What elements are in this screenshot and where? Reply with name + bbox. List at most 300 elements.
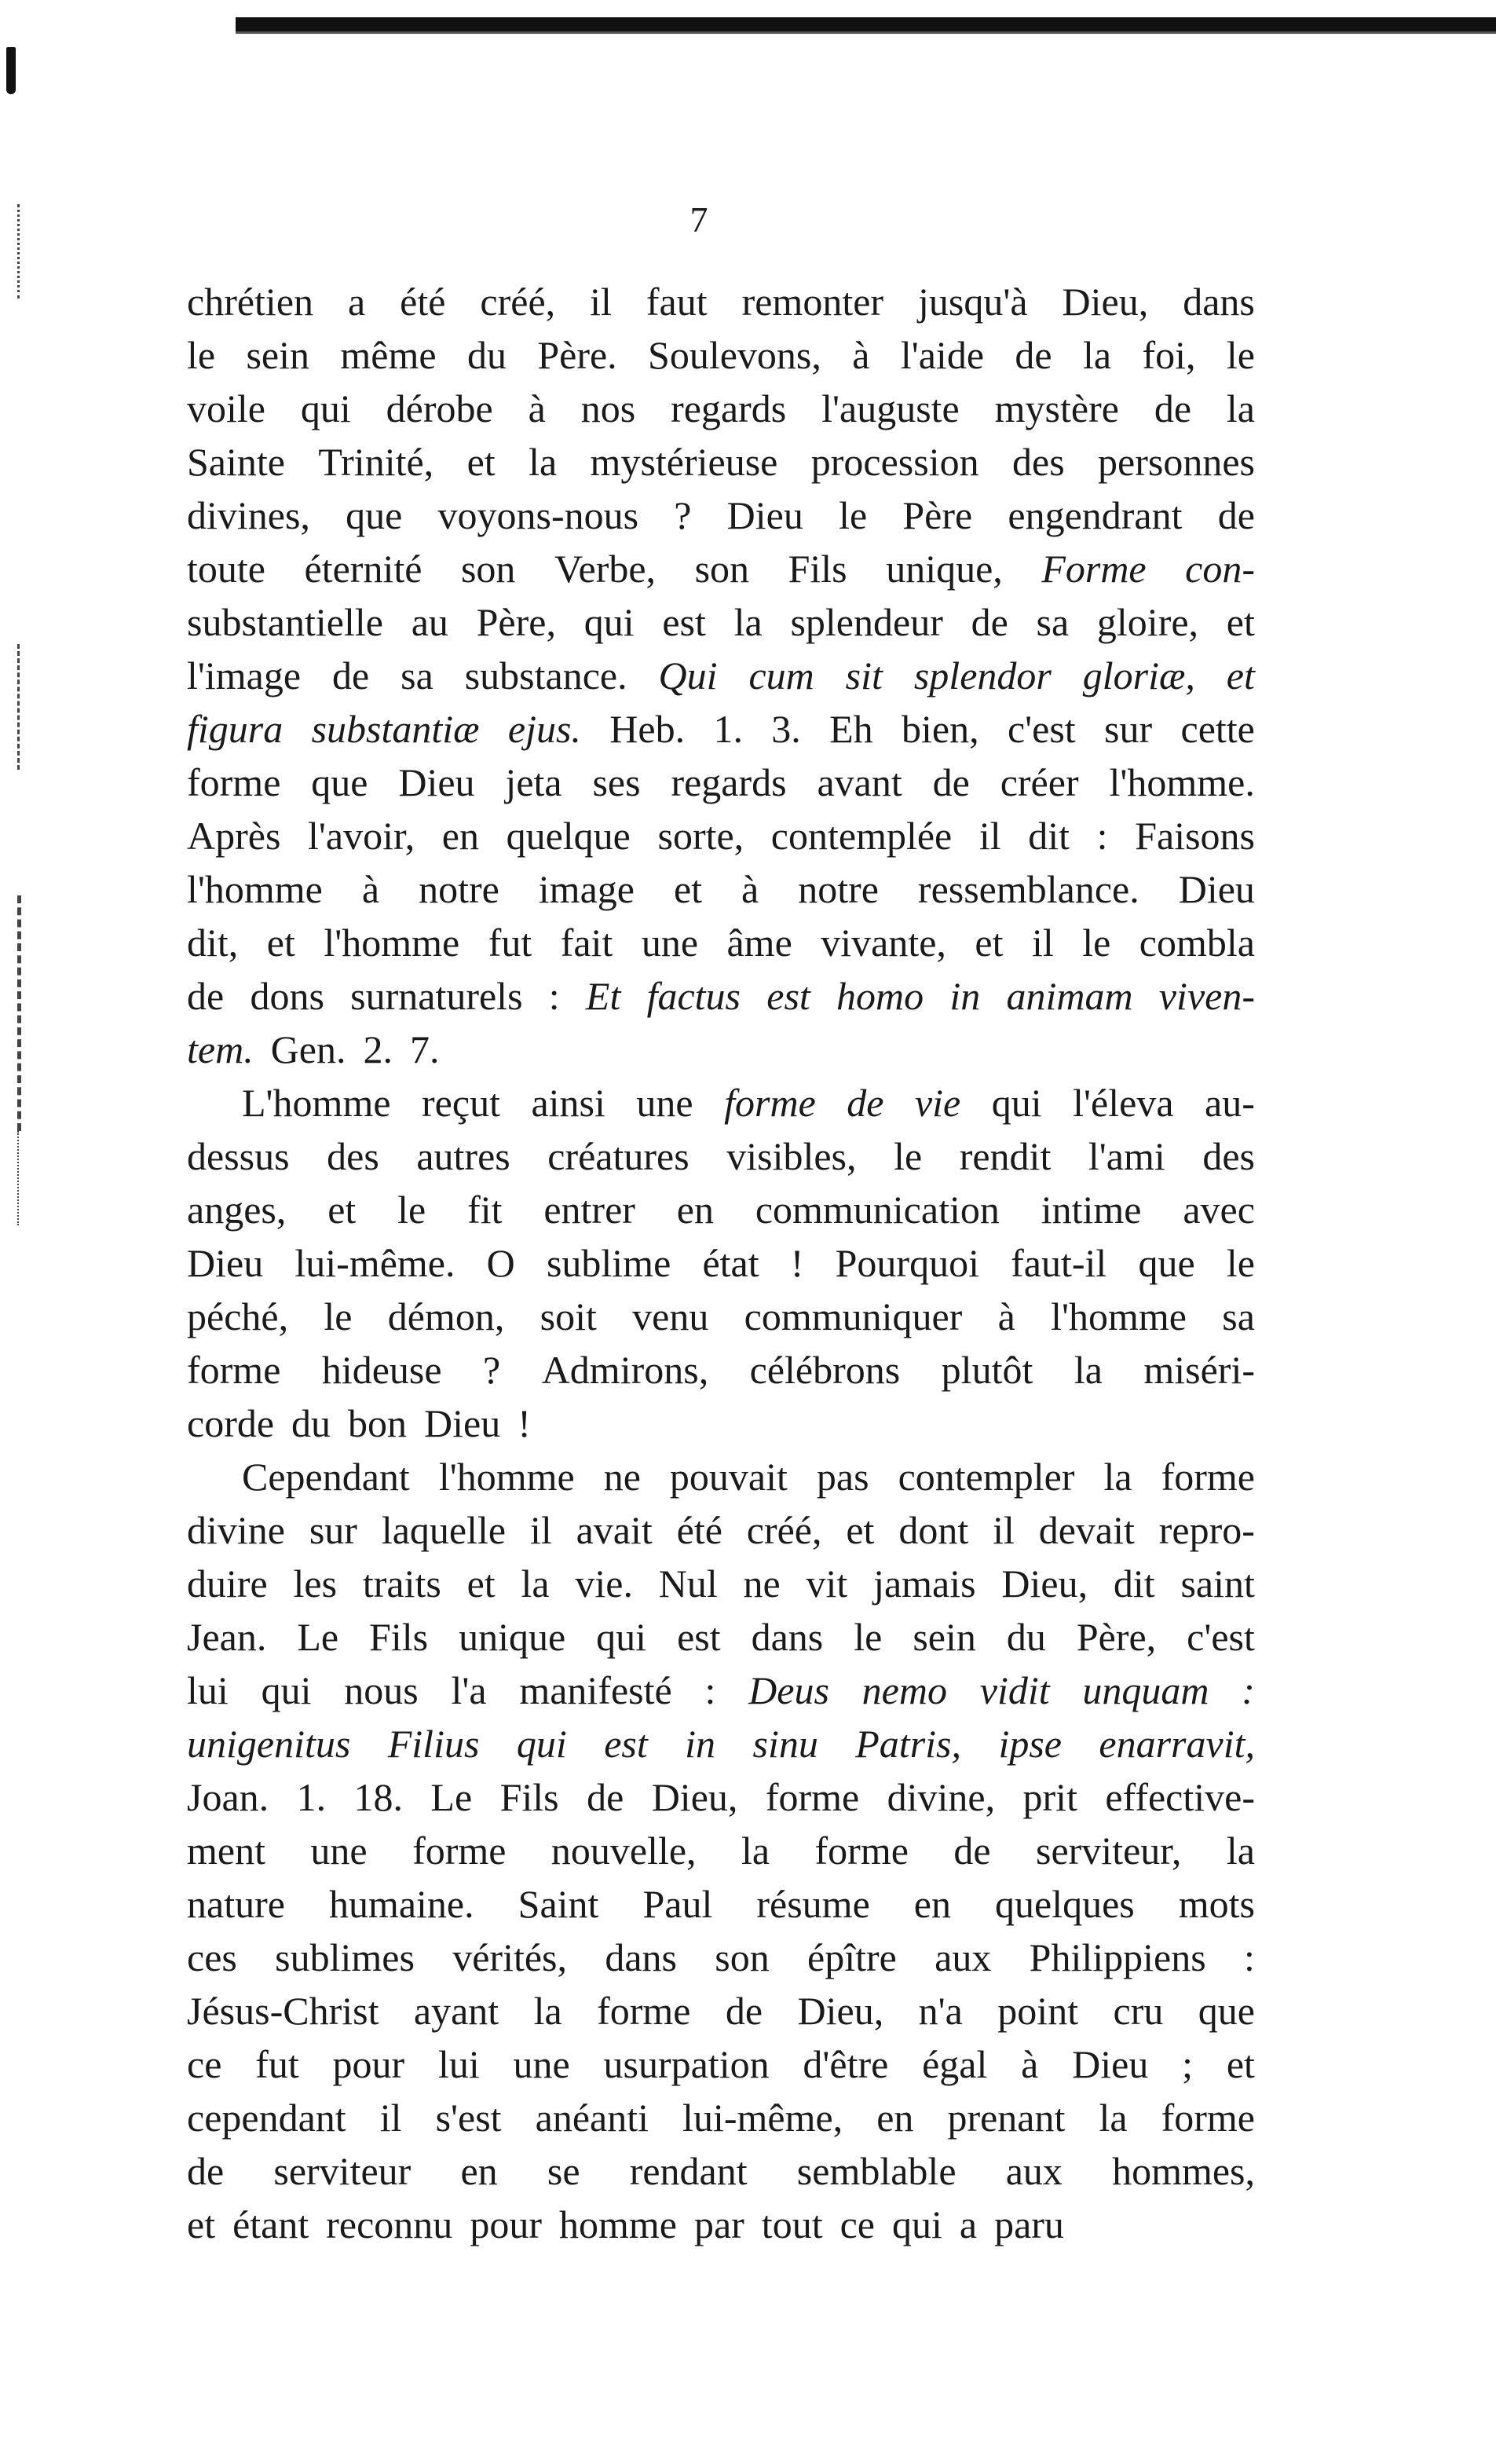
word: de [187, 2149, 225, 2193]
word: à [528, 386, 546, 430]
text-line [187, 1236, 1255, 1290]
word: aux [1005, 2149, 1063, 2193]
word: le [894, 1134, 923, 1178]
text-line [187, 489, 1255, 542]
word: anges, [187, 1188, 287, 1232]
word: la [741, 1829, 770, 1873]
word: divine, [887, 1775, 996, 1819]
word: pouvait [669, 1455, 788, 1499]
word: Dieu [726, 493, 803, 537]
word: avec [1183, 1188, 1255, 1232]
word: dit, [187, 921, 239, 965]
word: contempler [898, 1455, 1075, 1499]
word: L'homme [242, 1081, 391, 1125]
word: cette [1180, 707, 1255, 751]
word: démon, [387, 1294, 505, 1338]
text-line [187, 1557, 1255, 1610]
word: de [1154, 386, 1192, 430]
word: créé, [746, 1508, 822, 1552]
word: dons [250, 974, 324, 1018]
word: faut-il [1011, 1241, 1107, 1285]
word: avant [817, 760, 902, 804]
word: à [997, 1294, 1015, 1338]
word: notre [419, 867, 499, 911]
word: ressemblance. [917, 867, 1139, 911]
word: chrétien [187, 280, 314, 324]
word: vivante, [821, 921, 946, 965]
text-line [187, 649, 1255, 702]
word: n'a [918, 1989, 963, 2033]
word: ipse [998, 1722, 1062, 1766]
word: 1. [296, 1775, 327, 1819]
word: le [854, 1615, 883, 1659]
word: la [521, 1562, 550, 1605]
word: sa [1036, 600, 1070, 644]
word: hommes, [1112, 2149, 1255, 2193]
word: humaine. [328, 1882, 474, 1926]
word: qui [891, 2202, 942, 2246]
word: mystérieuse [590, 440, 778, 484]
word: gloire, [1096, 600, 1199, 644]
word: et [466, 1562, 496, 1605]
word: Dieu [398, 760, 475, 804]
word: Verbe, [554, 547, 657, 591]
scan-binding-mark [6, 47, 16, 94]
word: contemplée [770, 814, 953, 858]
word: la [1226, 1829, 1255, 1873]
word: dit [1113, 1562, 1155, 1605]
text-line [187, 1931, 1255, 1984]
word: cependant [187, 2096, 346, 2140]
word: Soulevons, [648, 333, 821, 377]
word: l'homme [1051, 1294, 1187, 1338]
word: : [704, 1668, 716, 1712]
word: forme [1161, 2096, 1255, 2140]
word: ne [743, 1562, 781, 1605]
word: procession [810, 440, 979, 484]
word: quelque [506, 814, 631, 858]
word: Dieu, [651, 1775, 738, 1819]
word: nemo [861, 1668, 947, 1712]
word: dans [751, 1615, 824, 1659]
margin-specks [17, 644, 27, 770]
word: Dieu [1178, 867, 1255, 911]
word: qui [516, 1722, 567, 1766]
word: forme [187, 760, 281, 804]
word: figura [187, 707, 283, 751]
word: in [685, 1722, 716, 1766]
word: ejus. [507, 707, 581, 751]
page-number: 7 [689, 200, 708, 240]
text-line [187, 756, 1255, 809]
word: il [529, 1508, 552, 1552]
word: l'homme [187, 867, 323, 911]
word: une [641, 921, 699, 965]
word: et [846, 1508, 875, 1552]
word: que [311, 760, 368, 804]
word: lui-même, [682, 2096, 843, 2140]
word: de [953, 1829, 991, 1873]
word: que [1198, 1989, 1255, 2033]
word: usurpation [603, 2042, 770, 2086]
word: Qui [658, 654, 718, 697]
word: Dieu [424, 1401, 501, 1445]
text-line [187, 435, 1255, 489]
word: Et [585, 974, 621, 1018]
word: Eh [829, 707, 873, 751]
word: le [187, 333, 216, 377]
word: Père. [537, 333, 617, 377]
word: ce [187, 2042, 222, 2086]
word: à [852, 333, 870, 377]
text-line [187, 542, 1255, 595]
word: ce [839, 2202, 875, 2246]
word: intime [1041, 1188, 1142, 1232]
word: d'être [803, 2042, 889, 2086]
word: tem. [187, 1027, 254, 1071]
word: forme [597, 1989, 691, 2033]
word: la [1082, 333, 1112, 377]
word: paru [994, 2202, 1064, 2246]
word: ment [187, 1829, 265, 1873]
word: qui [300, 386, 351, 430]
word: l'éleva [1073, 1081, 1174, 1125]
word: sa [1222, 1294, 1255, 1338]
word: sein [913, 1615, 976, 1659]
word: de [932, 760, 970, 804]
word: duire [187, 1562, 268, 1605]
word: Fils [788, 547, 847, 591]
text-line [187, 1343, 1255, 1397]
word: : [1242, 1668, 1255, 1712]
text-line [187, 2144, 1255, 2198]
text-line [187, 862, 1255, 916]
word: pas [816, 1455, 869, 1499]
word: de [847, 1081, 884, 1125]
word: épître [807, 1935, 897, 1979]
word: dont [898, 1508, 969, 1552]
word: c'est [1007, 707, 1076, 751]
word: remonter [741, 280, 884, 324]
word: le [324, 1294, 353, 1338]
word: rendit [959, 1134, 1052, 1178]
word: nos [580, 386, 636, 430]
word: regards [671, 760, 787, 804]
word: a [347, 280, 366, 324]
word: et [327, 1188, 357, 1232]
word: une [310, 1829, 368, 1873]
word: Patris, [855, 1722, 962, 1766]
word: âme [726, 921, 792, 965]
body-text [187, 275, 1255, 2251]
word: serviteur [273, 2149, 411, 2193]
text-line [187, 1503, 1255, 1557]
text-line [187, 1610, 1255, 1664]
word: hideuse [321, 1348, 442, 1392]
word: semblable [796, 2149, 956, 2193]
word: regards [671, 386, 787, 430]
word: vie [914, 1081, 961, 1125]
word: des [1012, 440, 1065, 484]
word: dessus [187, 1134, 290, 1178]
word: homo [836, 974, 924, 1018]
word: du [291, 1401, 331, 1445]
word: notre [798, 867, 879, 911]
text-line [187, 595, 1255, 649]
word: l'a [451, 1668, 487, 1712]
word: forme [187, 1348, 281, 1392]
word: des [1202, 1134, 1255, 1178]
word: état [702, 1241, 759, 1285]
word: forme [1161, 1455, 1255, 1499]
word: sublimes [275, 1935, 415, 1979]
word: plutôt [941, 1348, 1033, 1392]
word: à [1021, 2042, 1039, 2086]
word: substantielle [187, 600, 383, 644]
text-line [187, 1183, 1255, 1236]
word: même [340, 333, 437, 377]
word: corde [187, 1401, 275, 1445]
word: Dieu, [1001, 1562, 1088, 1605]
word: bon [348, 1401, 408, 1445]
word: Dieu, [1062, 280, 1149, 324]
word: pour [332, 2042, 405, 2086]
word: vidit [979, 1668, 1050, 1712]
word: vit [806, 1562, 848, 1605]
text-line [187, 2198, 1255, 2251]
word: c'est [1187, 1615, 1255, 1659]
text-line [187, 1076, 1255, 1129]
word: en [876, 2096, 914, 2140]
word: dit [1028, 814, 1070, 858]
word: Cependant [242, 1455, 410, 1499]
word: nature [187, 1882, 285, 1926]
word: Joan. [187, 1775, 269, 1819]
word: cru [1113, 1989, 1164, 2033]
word: autres [416, 1134, 510, 1178]
word: Heb. [609, 707, 686, 751]
word: O [486, 1241, 515, 1285]
word: mystère [994, 386, 1119, 430]
word: vie. [575, 1562, 633, 1605]
word: divines, [187, 493, 310, 537]
word: mots [1178, 1882, 1255, 1926]
word: la [1226, 386, 1255, 430]
word: Gen. [270, 1027, 346, 1071]
word: Faisons [1135, 814, 1255, 858]
word: il [590, 280, 612, 324]
word: de [971, 600, 1008, 644]
word: venu [632, 1294, 709, 1338]
word: il [379, 2096, 402, 2140]
word: de [332, 654, 370, 697]
word: que [1138, 1241, 1195, 1285]
word: jusqu'à [918, 280, 1028, 324]
word: du [466, 333, 507, 377]
word: forme [412, 1829, 507, 1873]
word: Saint [518, 1882, 599, 1926]
word: forme [814, 1829, 909, 1873]
word: Après [187, 814, 281, 858]
word: à [361, 867, 380, 911]
text-line [187, 275, 1255, 328]
text-line [187, 702, 1255, 756]
word: de [187, 974, 225, 1018]
word: et [1226, 654, 1255, 697]
word: aux [935, 1935, 992, 1979]
word: foi, [1142, 333, 1196, 377]
word: Le [430, 1775, 473, 1819]
word: voile [187, 386, 265, 430]
word: ? [483, 1348, 501, 1392]
word: au- [1205, 1081, 1255, 1125]
word: prenant [947, 2096, 1066, 2140]
word: la [1099, 2096, 1128, 2140]
word: Nul [658, 1562, 718, 1605]
word: : [1096, 814, 1108, 858]
word: rendant [629, 2149, 748, 2193]
margin-specks [17, 1131, 27, 1225]
word: anéanti [535, 2096, 649, 2140]
word: créatures [547, 1134, 689, 1178]
text-line [187, 328, 1255, 382]
word: Forme [1041, 547, 1147, 591]
word: laquelle [381, 1508, 507, 1552]
word: Jean. [187, 1615, 267, 1659]
word: miséri- [1143, 1348, 1255, 1392]
word: lui [437, 2042, 480, 2086]
word: et [1226, 600, 1255, 644]
word: lui-même. [294, 1241, 455, 1285]
word: et [975, 921, 1004, 965]
word: sinu [752, 1722, 818, 1766]
word: qui [991, 1081, 1042, 1125]
word: Admirons, [541, 1348, 709, 1392]
margin-specks [17, 895, 29, 1131]
word: la [1074, 1348, 1103, 1392]
word: ! [518, 1401, 531, 1445]
text-line [187, 1877, 1255, 1931]
word: se [547, 2149, 580, 2193]
word: l'homme. [1109, 760, 1255, 804]
word: la [733, 600, 763, 644]
word: le [397, 1188, 426, 1232]
word: à [741, 867, 759, 911]
word: repro- [1158, 1508, 1255, 1552]
word: homme [558, 2202, 677, 2246]
word: unigenitus [187, 1722, 351, 1766]
word: Sainte [187, 440, 285, 484]
text-line [187, 809, 1255, 862]
word: le [1226, 1241, 1255, 1285]
word: créé, [480, 280, 556, 324]
word: sorte, [657, 814, 744, 858]
word: qui [261, 1668, 312, 1712]
word: sur [309, 1508, 357, 1552]
word: engendrant [1008, 493, 1183, 537]
word: fait [560, 921, 613, 965]
word: animam [1006, 974, 1133, 1018]
word: prit [1022, 1775, 1077, 1819]
top-scan-rule [236, 17, 1496, 31]
word: vérités, [452, 1935, 568, 1979]
word: quelques [995, 1882, 1135, 1926]
text-line [187, 1717, 1255, 1770]
word: des [327, 1134, 379, 1178]
word: Dieu, [797, 1989, 884, 2033]
word: faut [646, 280, 708, 324]
word: unique, [886, 547, 1003, 591]
word: l'image [187, 654, 302, 697]
text-line [187, 2037, 1255, 2091]
word: : [1243, 1935, 1255, 1979]
word: splendor [913, 654, 1052, 697]
word: 3. [771, 707, 801, 751]
word: divine [187, 1508, 285, 1552]
word: avait [576, 1508, 653, 1552]
word: communication [755, 1188, 1000, 1232]
word: l'ami [1088, 1134, 1165, 1178]
word: le [1226, 333, 1255, 377]
word: point [997, 1989, 1079, 2033]
word: ? [674, 493, 692, 537]
word: la [533, 1989, 562, 2033]
word: Trinité, [318, 440, 434, 484]
word: 1. [713, 707, 743, 751]
word: et [1226, 2042, 1255, 2086]
text-line [187, 969, 1255, 1023]
word: de [725, 1989, 763, 2033]
word: jeta [505, 760, 562, 804]
word: visibles, [726, 1134, 857, 1178]
word: Fils [369, 1615, 429, 1659]
word: péché, [187, 1294, 289, 1338]
word: image [538, 867, 635, 911]
word: surnaturels [350, 974, 523, 1018]
word: voyons-nous [437, 493, 639, 537]
word: été [400, 280, 446, 324]
word: en [441, 814, 479, 858]
word: reçut [422, 1081, 500, 1125]
word: splendeur [790, 600, 943, 644]
word: tout [761, 2202, 823, 2246]
word: dérobe [386, 386, 493, 430]
word: dans [1183, 280, 1255, 324]
word: il [1031, 921, 1054, 965]
word: la [1103, 1455, 1132, 1499]
word: les [293, 1562, 338, 1605]
word: le [1082, 921, 1111, 965]
word: nous [344, 1668, 419, 1712]
word: Père, [1076, 1615, 1157, 1659]
word: étant [232, 2202, 309, 2246]
word: toute [187, 547, 265, 591]
word: est [766, 974, 810, 1018]
word: l'aide [900, 333, 985, 377]
word: ne [603, 1455, 641, 1499]
text-line [187, 2091, 1255, 2144]
word: la [529, 440, 558, 484]
word: Deus [748, 1668, 829, 1712]
word: reconnu [326, 2202, 453, 2246]
word: dans [605, 1935, 677, 1979]
word: unique [459, 1615, 566, 1659]
word: Philippiens [1029, 1935, 1206, 1979]
word: par [693, 2202, 744, 2246]
word: son [460, 547, 516, 591]
word: sublime [546, 1241, 671, 1285]
word: serviteur, [1036, 1829, 1182, 1873]
